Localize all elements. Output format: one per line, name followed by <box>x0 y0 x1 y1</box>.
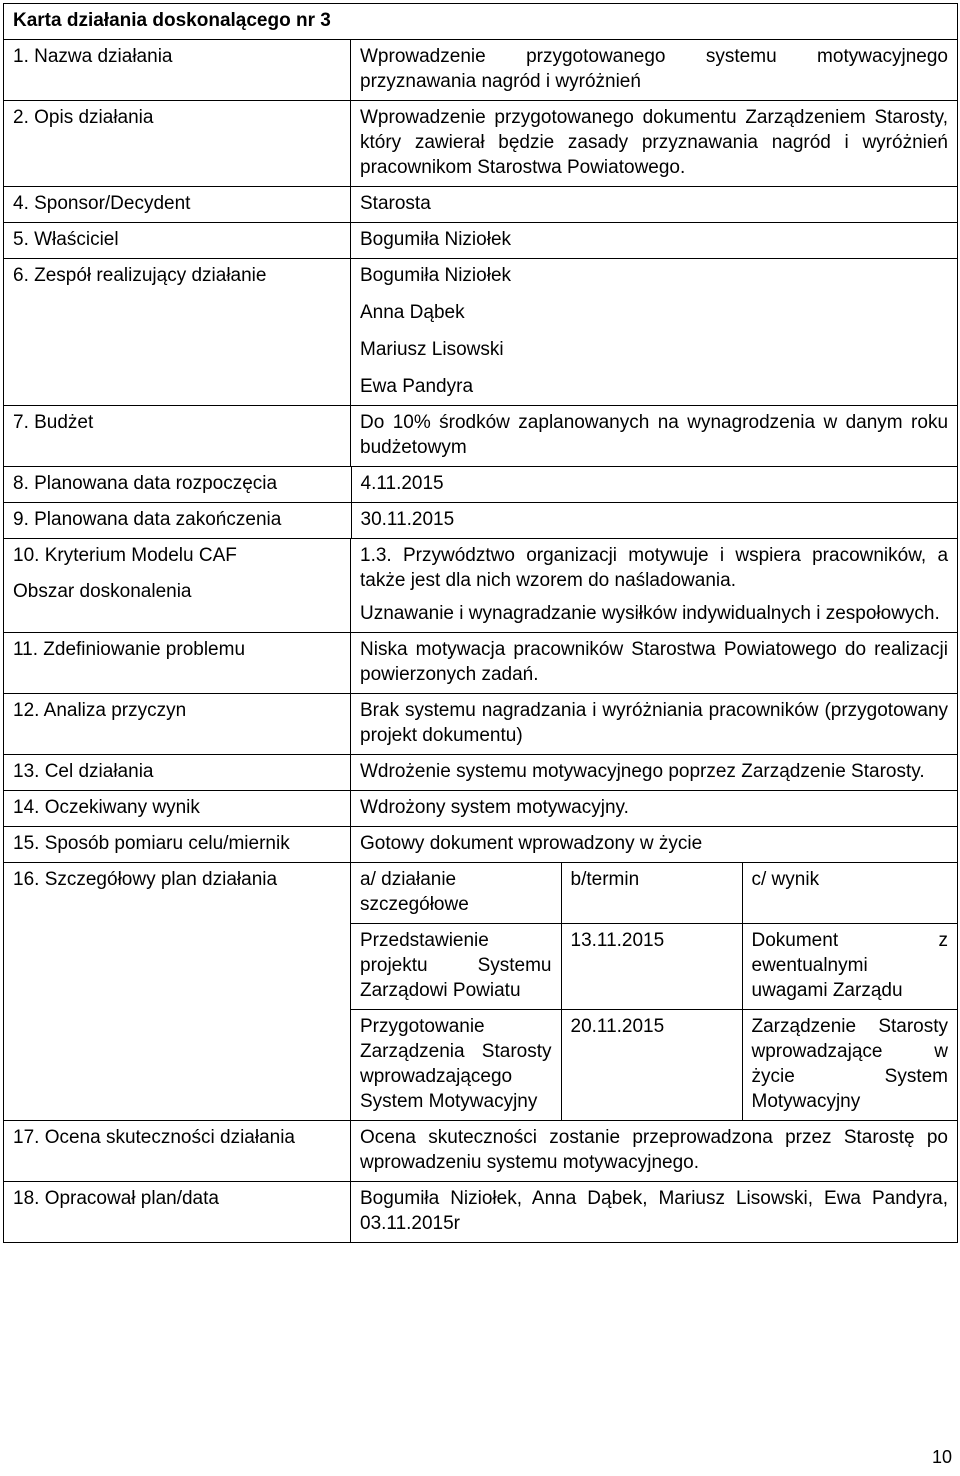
row-value: Bogumiła Niziołek, Anna Dąbek, Mariusz Lisowski, Ewa Pandyra, 03.11.2015r <box>351 1182 958 1243</box>
dates-table <box>4 467 957 538</box>
row-value: Wprowadzenie przygotowanego systemu motywacyjnego przyznawania nagród i wyróżnień <box>351 40 958 101</box>
row-label: 12. Analiza przyczyn <box>4 694 351 755</box>
row-label: 7. Budżet <box>4 406 351 467</box>
row-label: 16. Szczegółowy plan działania <box>4 863 351 1121</box>
row-causes <box>4 694 958 755</box>
row-value: Wdrożony system motywacyjny. <box>351 791 958 827</box>
row-team <box>4 259 958 406</box>
plan-header: b/termin <box>561 863 742 924</box>
row-action-name <box>4 40 958 101</box>
row-label: 14. Oczekiwany wynik <box>4 791 351 827</box>
title-row <box>4 4 958 40</box>
plan-table <box>351 863 957 1120</box>
caf-label: 10. Kryterium Modelu CAF <box>13 545 237 566</box>
row-value: Brak systemu nagradzania i wyróżniania pracowników (przygotowany projekt dokumentu) <box>351 694 958 755</box>
row-caf-criterion <box>4 539 958 633</box>
row-value: Niska motywacja pracowników Starostwa Powiatowego do realizacji powierzonych zadań. <box>351 633 958 694</box>
row-sponsor <box>4 187 958 223</box>
row-value: Ocena skuteczności zostanie przeprowadzona przez Starostę po wprowadzeniu systemu motywacyjnego. <box>351 1121 958 1182</box>
area-label: Obszar doskonalenia <box>13 581 192 602</box>
row-value: 30.11.2015 <box>351 503 957 539</box>
row-budget <box>4 406 958 467</box>
row-value: Starosta <box>351 187 958 223</box>
row-value: Bogumiła Niziołek <box>351 223 958 259</box>
row-value: Do 10% środków zaplanowanych na wynagrodzenia w danym roku budżetowym <box>351 406 958 467</box>
row-measure <box>4 827 958 863</box>
row-end-date <box>4 503 957 539</box>
team-member: Bogumiła Niziołek <box>360 265 512 286</box>
plan-result: Zarządzenie Starosty wprowadzające w życie System Motywacyjny <box>742 1010 957 1121</box>
card-title: Karta działania doskonalącego nr 3 <box>4 4 958 40</box>
plan-action: Przedstawienie projektu Systemu Zarządowi Powiatu <box>351 924 561 1010</box>
plan-header-row <box>351 863 957 924</box>
row-label: 4. Sponsor/Decydent <box>4 187 351 223</box>
team-list <box>351 259 958 406</box>
plan-cell <box>351 863 958 1121</box>
row-label: 17. Ocena skuteczności działania <box>4 1121 351 1182</box>
caf-value: 1.3. Przywództwo organizacji motywuje i wspiera pracowników, a także jest dla nich wzorem do naśladowania. <box>360 545 949 591</box>
area-value: Uznawanie i wynagradzanie wysiłków indywidualnych i zespołowych. <box>360 603 940 624</box>
row-prepared-by <box>4 1182 958 1243</box>
row-value <box>351 539 958 633</box>
row-problem <box>4 633 958 694</box>
row-label: 18. Opracował plan/data <box>4 1182 351 1243</box>
plan-date: 13.11.2015 <box>561 924 742 1010</box>
plan-date: 20.11.2015 <box>561 1010 742 1121</box>
row-effectiveness <box>4 1121 958 1182</box>
row-owner <box>4 223 958 259</box>
row-label: 2. Opis działania <box>4 101 351 187</box>
row-label: 13. Cel działania <box>4 755 351 791</box>
row-label: 11. Zdefiniowanie problemu <box>4 633 351 694</box>
team-member: Ewa Pandyra <box>360 376 474 397</box>
row-label: 5. Właściciel <box>4 223 351 259</box>
plan-result: Dokument z ewentualnymi uwagami Zarządu <box>742 924 957 1010</box>
row-dates <box>4 467 958 539</box>
row-start-date <box>4 467 957 503</box>
row-expected-result <box>4 791 958 827</box>
plan-header: c/ wynik <box>742 863 957 924</box>
plan-header: a/ działanie szczegółowe <box>360 869 469 915</box>
row-value: Gotowy dokument wprowadzony w życie <box>351 827 958 863</box>
plan-row <box>351 924 957 1010</box>
row-label: 9. Planowana data zakończenia <box>4 503 351 539</box>
team-member: Mariusz Lisowski <box>360 339 504 360</box>
row-label: 15. Sposób pomiaru celu/miernik <box>4 827 351 863</box>
row-goal <box>4 755 958 791</box>
action-card-table <box>3 3 958 1243</box>
row-detailed-plan <box>4 863 958 1121</box>
row-action-description <box>4 101 958 187</box>
row-label: 6. Zespół realizujący działanie <box>4 259 351 406</box>
row-value: Wprowadzenie przygotowanego dokumentu Zarządzeniem Starosty, który zawierał będzie zasady przyznawania nagród i wyróżnień pracownikom Starostwa Powiatowego. <box>351 101 958 187</box>
plan-action: Przygotowanie Zarządzenia Starosty wprowadzającego System Motywacyjny <box>351 1010 561 1121</box>
row-label <box>4 539 351 633</box>
plan-row <box>351 1010 957 1121</box>
row-value: 4.11.2015 <box>360 473 444 494</box>
row-value: Wdrożenie systemu motywacyjnego poprzez Zarządzenie Starosty. <box>351 755 958 791</box>
action-card <box>3 3 957 1243</box>
row-label: 1. Nazwa działania <box>4 40 351 101</box>
row-label: 8. Planowana data rozpoczęcia <box>4 467 351 503</box>
team-member: Anna Dąbek <box>360 302 465 323</box>
page-number: 10 <box>931 1447 952 1467</box>
